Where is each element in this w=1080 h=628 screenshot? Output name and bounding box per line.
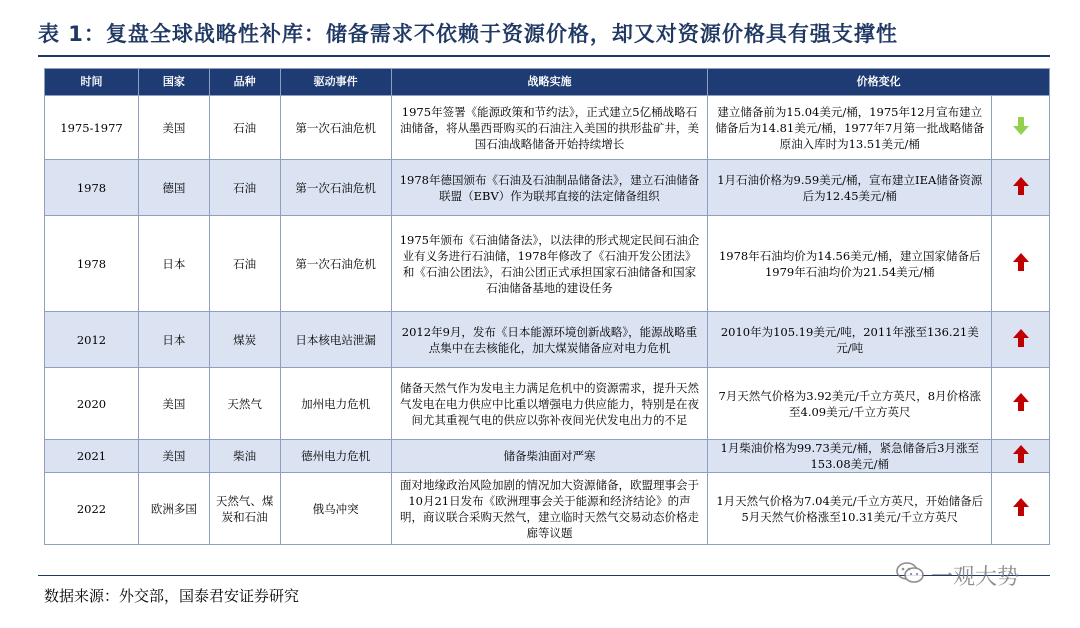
table-title: 表 1：复盘全球战略性补库：储备需求不依赖于资源价格，却又对资源价格具有强支撑性	[38, 22, 898, 46]
header-product: 品种	[209, 69, 280, 96]
cell-strategy: 储备柴油面对严寒	[391, 440, 707, 473]
cell-product: 天然气	[209, 368, 280, 440]
cell-time: 1975-1977	[45, 96, 139, 160]
cell-product: 天然气、煤炭和石油	[209, 473, 280, 545]
cell-product: 柴油	[209, 440, 280, 473]
cell-price: 2010年为105.19美元/吨，2011年涨至136.21美元/吨	[708, 312, 992, 368]
table-row	[45, 368, 1050, 440]
cell-country: 美国	[139, 368, 210, 440]
arrow-up-icon	[1012, 444, 1030, 464]
cell-price: 7月天然气价格为3.92美元/千立方英尺，8月价格涨至4.09美元/千立方英尺	[708, 368, 992, 440]
header-price: 价格变化	[708, 69, 1050, 96]
cell-trend	[992, 312, 1050, 368]
cell-strategy: 1978年德国颁布《石油及石油制品储备法》，建立石油储备联盟（EBV）作为联邦直接的法定储备组织	[391, 160, 707, 216]
cell-product: 石油	[209, 160, 280, 216]
header-strategy: 战略实施	[391, 69, 707, 96]
cell-strategy: 1975年签署《能源政策和节约法》，正式建立5亿桶战略石油储备，将从墨西哥购买的石油注入美国的拱形盐矿井，美国石油战略储备开始持续增长	[391, 96, 707, 160]
cell-time: 1978	[45, 216, 139, 312]
reserve-table	[44, 68, 1050, 545]
cell-event: 德州电力危机	[280, 440, 391, 473]
cell-trend	[992, 440, 1050, 473]
arrow-up-icon	[1012, 392, 1030, 412]
cell-country: 美国	[139, 440, 210, 473]
table-row	[45, 473, 1050, 545]
cell-price: 1月天然气价格为7.04美元/千立方英尺，开始储备后5月天然气价格涨至10.31美元/千立方英尺	[708, 473, 992, 545]
cell-country: 日本	[139, 216, 210, 312]
table-row	[45, 216, 1050, 312]
cell-event: 第一次石油危机	[280, 160, 391, 216]
cell-time: 2020	[45, 368, 139, 440]
cell-trend	[992, 216, 1050, 312]
cell-strategy: 面对地缘政治风险加剧的情况加大资源储备，欧盟理事会于10月21日发布《欧洲理事会关于能源和经济结论》的声明，商议联合采购天然气，建立临时天然气交易动态价格走廊等议题	[391, 473, 707, 545]
arrow-up-icon	[1012, 252, 1030, 272]
header-country: 国家	[139, 69, 210, 96]
header-event: 驱动事件	[280, 69, 391, 96]
source-note: 数据来源：外交部，国泰君安证券研究	[44, 587, 300, 605]
cell-event: 第一次石油危机	[280, 96, 391, 160]
cell-time: 2022	[45, 473, 139, 545]
cell-price: 1月柴油价格为99.73美元/桶，紧急储备后3月涨至153.08美元/桶	[708, 440, 992, 473]
cell-product: 石油	[209, 216, 280, 312]
cell-country: 欧洲多国	[139, 473, 210, 545]
cell-strategy: 2012年9月，发布《日本能源环境创新战略》，能源战略重点集中在去核能化，加大煤炭储备应对电力危机	[391, 312, 707, 368]
cell-time: 2021	[45, 440, 139, 473]
watermark-text: 一观大势	[931, 565, 1020, 590]
cell-trend	[992, 473, 1050, 545]
table-header-row	[45, 69, 1050, 96]
arrow-down-icon	[1012, 116, 1030, 136]
cell-country: 日本	[139, 312, 210, 368]
table-row	[45, 440, 1050, 473]
cell-price: 1月石油价格为9.59美元/桶，宣布建立IEA储备资源后为12.45美元/桶	[708, 160, 992, 216]
cell-product: 石油	[209, 96, 280, 160]
cell-country: 美国	[139, 96, 210, 160]
cell-trend	[992, 160, 1050, 216]
cell-price: 1978年石油均价为14.56美元/桶，建立国家储备后1979年石油均价为21.54美元/桶	[708, 216, 992, 312]
cell-time: 1978	[45, 160, 139, 216]
table-row	[45, 96, 1050, 160]
cell-trend	[992, 368, 1050, 440]
arrow-up-icon	[1012, 497, 1030, 517]
cell-strategy: 储备天然气作为发电主力满足危机中的资源需求，提升天然气发电在电力供应中比重以增强电力供应能力，特别是在夜间尤其重视气电的供应以弥补夜间光伏发电出力的不足	[391, 368, 707, 440]
arrow-up-icon	[1012, 176, 1030, 196]
table-row	[45, 312, 1050, 368]
cell-event: 俄乌冲突	[280, 473, 391, 545]
cell-event: 加州电力危机	[280, 368, 391, 440]
cell-trend	[992, 96, 1050, 160]
cell-event: 第一次石油危机	[280, 216, 391, 312]
wechat-icon	[895, 561, 925, 591]
cell-time: 2012	[45, 312, 139, 368]
cell-country: 德国	[139, 160, 210, 216]
title-divider	[38, 55, 1050, 57]
watermark	[895, 560, 1019, 591]
cell-strategy: 1975年颁布《石油储备法》，以法律的形式规定民间石油企业有义务进行石油储，1978年修改了《石油开发公团法》和《石油公团法》，石油公团正式承担国家石油储备和国家石油储备基地的建设任务	[391, 216, 707, 312]
table-row	[45, 160, 1050, 216]
header-time: 时间	[45, 69, 139, 96]
cell-product: 煤炭	[209, 312, 280, 368]
cell-price: 建立储备前为15.04美元/桶，1975年12月宣布建立储备后为14.81美元/桶，1977年7月第一批战略储备原油入库时为13.51美元/桶	[708, 96, 992, 160]
cell-event: 日本核电站泄漏	[280, 312, 391, 368]
arrow-up-icon	[1012, 328, 1030, 348]
